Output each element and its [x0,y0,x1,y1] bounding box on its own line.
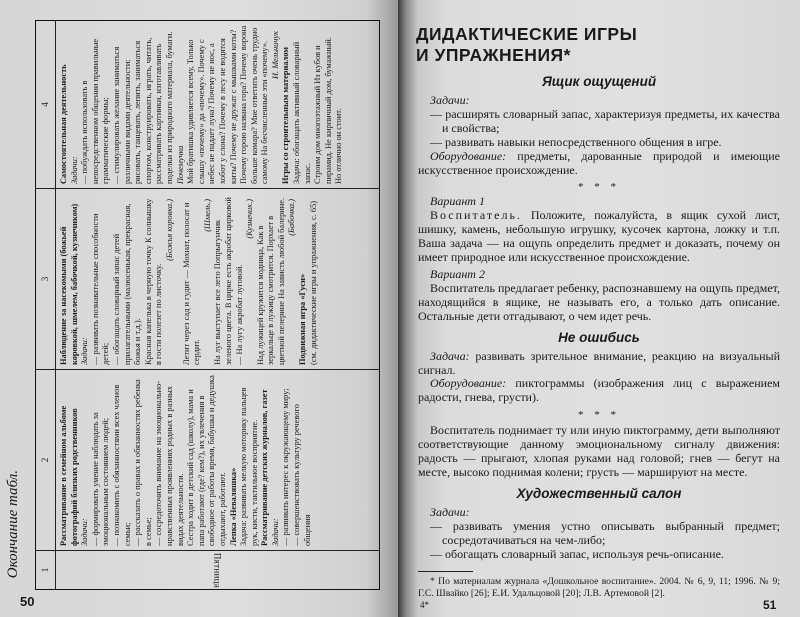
equipment-label: Оборудование: [430,376,507,391]
task-item: — развивать умения устно описывать выбранный предмет; сосредотачиваться на чем-либо; [430,518,780,547]
cell-line: — обогащать словарный запас детей прилагательными (малюсенькая, прекрасная, божья и т.д.). [111,203,143,365]
task-label: Задача: [430,348,470,363]
schedule-table [35,20,380,590]
signature-mark: 4* [420,600,429,610]
cell-line: — развивать интерес к окружающему миру; [281,388,291,546]
variant-text [418,209,780,265]
cell-line: Задачи: [69,156,79,184]
cell-heading: Рассматривание детских журналов, газет [260,389,270,546]
column-header: 2 [36,370,56,550]
column-header: 3 [36,189,56,369]
cell-attribution: (Божья коровка.) [164,199,174,261]
table-column-3 [36,188,379,369]
cell-line: — стимулировать желание заниматься различными видами деятельности: рисовать, танцевать, лепить, заниматься спортом, конструировать, играть, читать, рассматривать картинки, изготавливать поделки из природного материала, бумаги. [111,31,174,184]
cell-line: — побуждать использовать в непосредственном общении правильные грамматические формы; [80,38,111,184]
cell-line: На луг выступает все лето Попрыгунчик зеленого цвета. В цирке есть акробат цирковой — На лугу акробат луговой. [213,197,244,365]
cell-line: Задача: обогащать активный словарный запас. [292,41,312,184]
column-header: 1 [36,551,56,589]
task-value: развивать зрительное внимание, реакцию на визуальный сигнал. [418,348,780,377]
table-column-2 [36,369,379,550]
section-heading: Ящик ощущений [541,74,657,89]
task-item: — расширять словарный запас, характеризуя предметы, их качества и свойства; [430,106,780,135]
cell-attribution: И. Мельничук [270,31,280,80]
cell-heading: Игры со строительным материалом [281,47,291,184]
page-number: 50 [20,594,35,609]
equipment-text [418,150,780,178]
cell-line: Над лужицей кружится модница, Как в зеркальце в лужицу смотрится. Порхает в цветной пелерине На зависть любой балерине. [255,197,286,365]
variant-body: Положите, пожалуйста, в ящик сухой лист, шишку, камень, небольшую игрушку, кусочек картона, ложку и т.п. Ваша задача — на ощупь определить предмет и доказать, почему он имеет природное или искусственное происхождение. [418,208,780,265]
cell-heading: Рассматривание в семейном альбоме фотографий близких родственников [59,405,79,546]
section-heading: Не ошибись [558,329,640,345]
variant-text: Воспитатель предлагает ребенку, распознавшему на ощупь предмет, находящийся в ящике, не называть его, а только дать описание. Остальные дети отгадывают, о чем идет речь. [418,280,780,323]
cell-line: — формировать умение наблюдать за эмоциональным состоянием людей; [90,412,111,546]
task-item: — обогащать словарный запас, используя речь-описание. [430,546,724,561]
cell-line: Задачи: [270,518,280,546]
section-heading: Художественный салон [516,485,682,501]
cell-line: — сосредоточить внимание на эмоционально-нравственных проявлениях родных в разных видах деятельности. [154,380,185,546]
cell-line: Сестра ходит в детский сад (школу), мама и папа работают (где? кем?), их увлечения в свободное от работы время, бабушка и дедушка отдыхают, работают. [186,375,227,546]
table-column-4 [36,21,379,188]
cell-line: — совершенствовать культуру речевого общения [292,404,312,546]
cell-line: Строим дом многоэтажный Из кубов и пирамид. Не кирпичный дом, бумажный. Но отлично он стоит. [313,37,344,184]
column-body [56,21,379,188]
table-column-1 [36,550,379,589]
equipment-label: Оборудование: [430,148,507,163]
left-page [0,0,398,617]
cell-line: Летит через сад и гудит — Мохнат, полосат и сердит. [181,202,202,365]
separator-stars: * * * [578,181,620,194]
separator-stars: * * * [578,409,620,422]
game-description: Воспитатель поднимает ту или иную пиктограмму, дети выполняют соответствующие данному эмоциональному сигналу движения: радость — прыгают, хлопая руками над головой; гнев — бегут на месте, высоко поднимая колени; грусть — маршируют на месте. [418,423,780,479]
cell-attribution: (Шмель.) [202,199,212,232]
cell-line: Задачи: [80,337,90,365]
task-text [418,350,780,378]
footnote-rule [418,571,473,572]
cell-line: Задача: развивать мелкую моторику пальцев рук, кисти, тактильное восприятие. [239,387,259,546]
cell-attribution: (Бабочка.) [287,199,297,236]
speaker-label: Воспитатель. [430,208,522,223]
variant-label: Вариант 1 [430,194,485,209]
table-caption: Окончание табл. [5,470,21,579]
cell-line: Задачи: [80,518,90,546]
cell-line: Мой братишка удивляется всему, Только слышу «почему» да «почему». Почему с небес не падает луна? Почему не нос, а хобот у слона? Почему в лесу не водятся киты? Почему не дружат с мышками коты? Почему горою названа гора? Почему ворона больше комара? Мне ответить очень трудно самому На бесчисленные эти «почему». [186,25,270,184]
cell-line: Почемучка [175,145,185,184]
cell-heading: Самостоятельная деятельность [59,64,68,184]
rotated-table-container [0,0,398,617]
cell-heading: Подвижная игра «Гуси» [298,273,308,365]
section-box-of-sensations [418,74,780,599]
cell-line: — развивать познавательные способности детей; [90,213,111,365]
equipment-value: предметы, дарованные природой и имеющие искусственное происхождение. [418,148,780,177]
tasks-label: Задачи: [430,93,470,107]
variant-label: Вариант 2 [430,266,485,281]
cell-attribution: (Кузнечик.) [245,199,255,239]
cell-line: — рассказать о правах и обязанностях ребенка в семье; [133,379,153,546]
footnote: * По материалам журнала «Дошкольное воспитание». 2004. № 6, 9, 11; 1996. № 9; Г.С. Швайко [26]; Е.И. Удальцовой [20]; Л.В. Артемовой [2]. [418,576,780,599]
equipment-text [418,377,780,405]
right-page [398,0,800,617]
task-item: — развивать навыки непосредственного общения в игре. [430,134,722,149]
page-title [416,24,637,66]
equipment-value: пиктограммы (изображения лиц с выражением радости, гнева, грусти). [418,376,780,405]
tasks-label: Задачи: [430,504,470,519]
title-line: ДИДАКТИЧЕСКИЕ ИГРЫ [416,24,638,44]
page-number: 51 [763,598,777,612]
cell-line: Красная капелька в черную точку К солнышку в гости полезет по листочку. [143,198,164,365]
column-body [56,551,379,589]
column-header: 4 [36,21,56,188]
column-body [56,370,379,550]
title-line: И УПРАЖНЕНИЯ* [416,45,571,65]
day-label: Пятница [212,552,223,588]
cell-line: (см. дидактические игры и упражнения, с. 65) [308,200,318,365]
column-body [56,189,379,369]
cell-line: — познакомить с обязанностями всех членов семьи; [111,384,132,546]
cell-heading: Лепка «Неваляшка» [228,467,238,546]
cell-heading: Наблюдение за насекомыми (божьей коровкой, шмелем, бабочкой, кузнечиком) [59,203,79,365]
